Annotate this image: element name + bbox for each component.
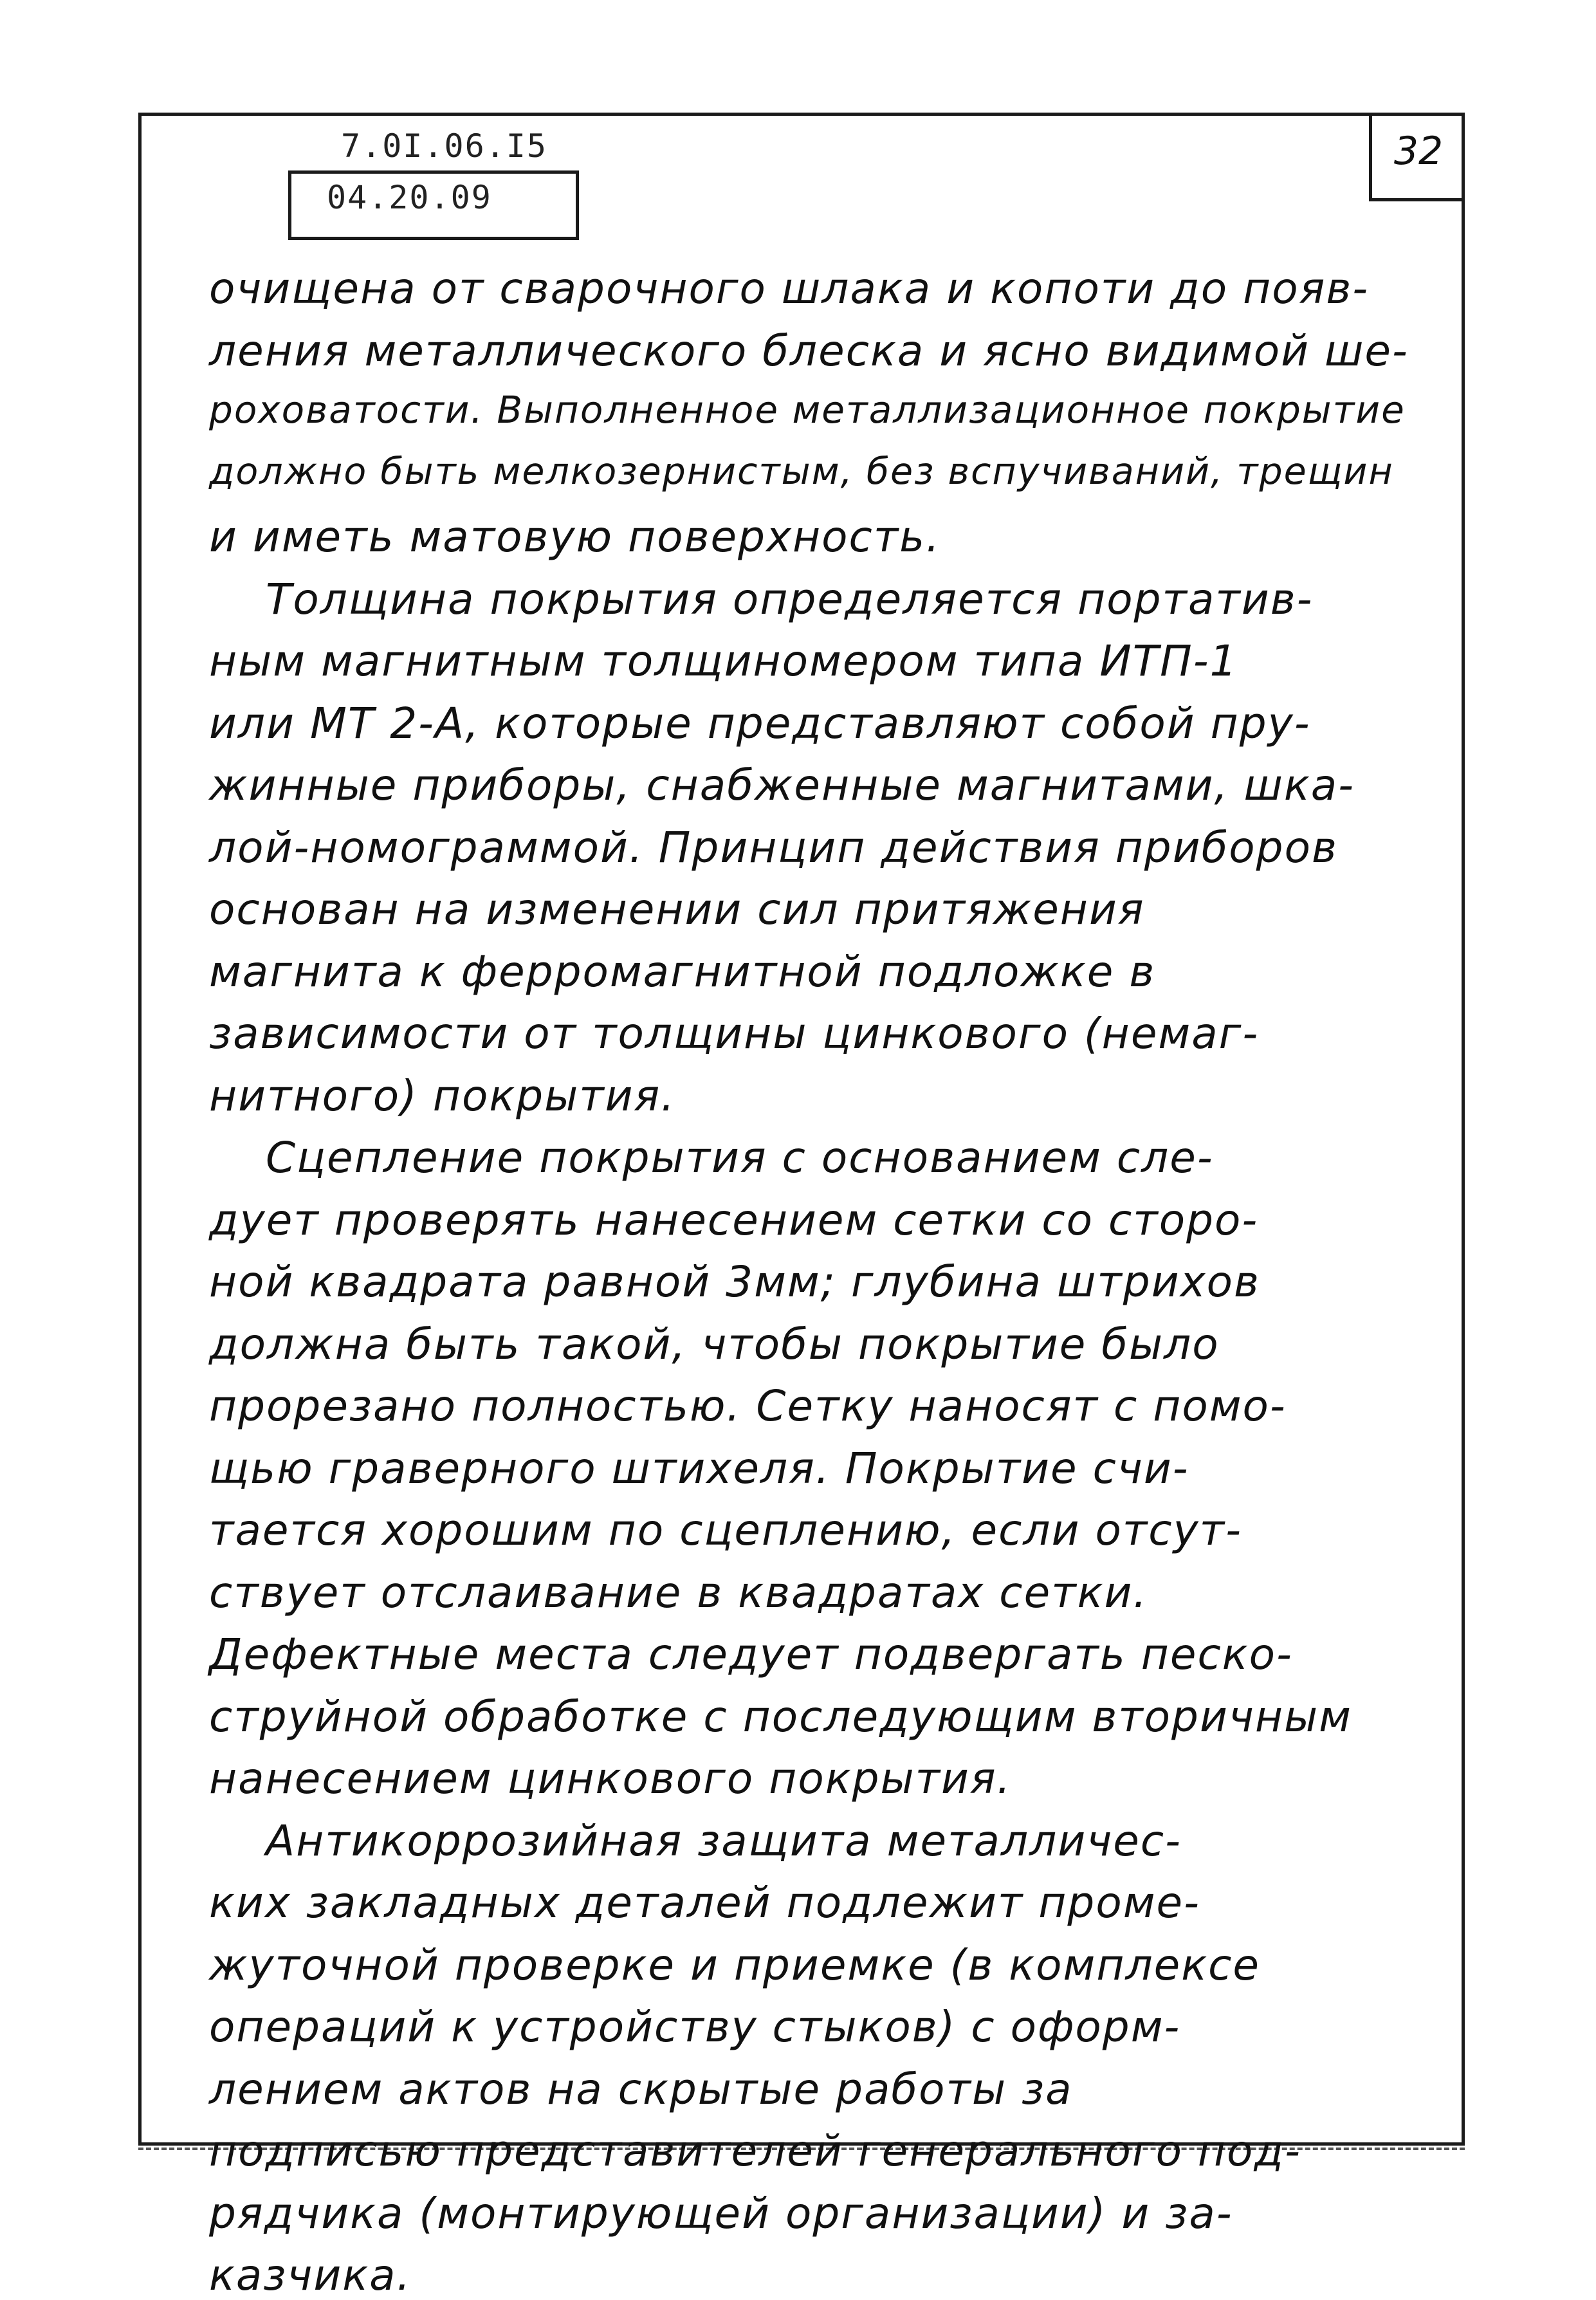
text-line: ления металлического блеска и ясно видимой ше- bbox=[209, 326, 1409, 376]
document-code-boxed: 04.20.09 bbox=[327, 179, 492, 216]
text-line: основан на изменении сил притяжения bbox=[209, 885, 1145, 934]
text-line: операций к устройству стыков) с оформ- bbox=[209, 2002, 1181, 2052]
text-line: роховатости. Выполненное металлизационное покрытие bbox=[209, 388, 1406, 432]
text-line: Сцепление покрытия с основанием сле- bbox=[266, 1133, 1214, 1182]
text-line: и иметь матовую поверхность. bbox=[209, 512, 941, 562]
text-line: струйной обработке с последующим вторичным bbox=[209, 1691, 1352, 1742]
text-line: жинные приборы, снабженные магнитами, шка- bbox=[209, 760, 1355, 810]
text-line: ких закладных деталей подлежит проме- bbox=[209, 1878, 1200, 1927]
text-line: Антикоррозийная защита металличес- bbox=[266, 1816, 1182, 1866]
text-line: зависимости от толщины цинкового (немаг- bbox=[209, 1009, 1260, 1058]
text-line: щью граверного штихеля. Покрытие счи- bbox=[209, 1443, 1189, 1493]
text-line: подписью представителей генерального под- bbox=[209, 2126, 1301, 2176]
text-line: должно быть мелкозернистым, без вспучиваний, трещин bbox=[209, 450, 1394, 493]
text-line: казчика. bbox=[209, 2250, 412, 2300]
text-line: Толщина покрытия определяется портатив- bbox=[266, 574, 1314, 624]
document-code: 7.0I.06.I5 bbox=[341, 127, 548, 165]
text-line: ным магнитным толщиномером типа ИТП-1 bbox=[209, 636, 1238, 686]
text-line: дует проверять нанесением сетки со сторо- bbox=[209, 1195, 1259, 1245]
text-line: очищена от сварочного шлака и копоти до появ- bbox=[209, 264, 1370, 313]
text-line: жуточной проверке и приемке (в комплексе bbox=[209, 1940, 1261, 1990]
text-line: Дефектные места следует подвергать песко- bbox=[209, 1630, 1293, 1679]
text-line: тается хорошим по сцеплению, если отсут- bbox=[209, 1505, 1242, 1555]
text-line: ствует отслаивание в квадратах сетки. bbox=[209, 1567, 1148, 1617]
text-line: нанесением цинкового покрытия. bbox=[209, 1754, 1012, 1803]
text-line: рядчика (монтирующей организации) и за- bbox=[209, 2188, 1233, 2238]
text-line: нитного) покрытия. bbox=[209, 1071, 676, 1121]
text-line: или МТ 2-А, которые представляют собой пру- bbox=[209, 698, 1311, 748]
text-line: должна быть такой, чтобы покрытие было bbox=[209, 1319, 1220, 1369]
text-line: ной квадрата равной 3мм; глубина штрихов bbox=[209, 1257, 1260, 1307]
text-line: прорезано полностью. Сетку наносят с помо- bbox=[209, 1381, 1287, 1431]
text-line: лой-номограммой. Принцип действия приборов bbox=[209, 822, 1338, 872]
text-line: магнита к ферромагнитной подложке в bbox=[209, 946, 1156, 997]
text-line: лением актов на скрытые работы за bbox=[209, 2064, 1073, 2114]
page-number: 32 bbox=[1393, 129, 1444, 174]
